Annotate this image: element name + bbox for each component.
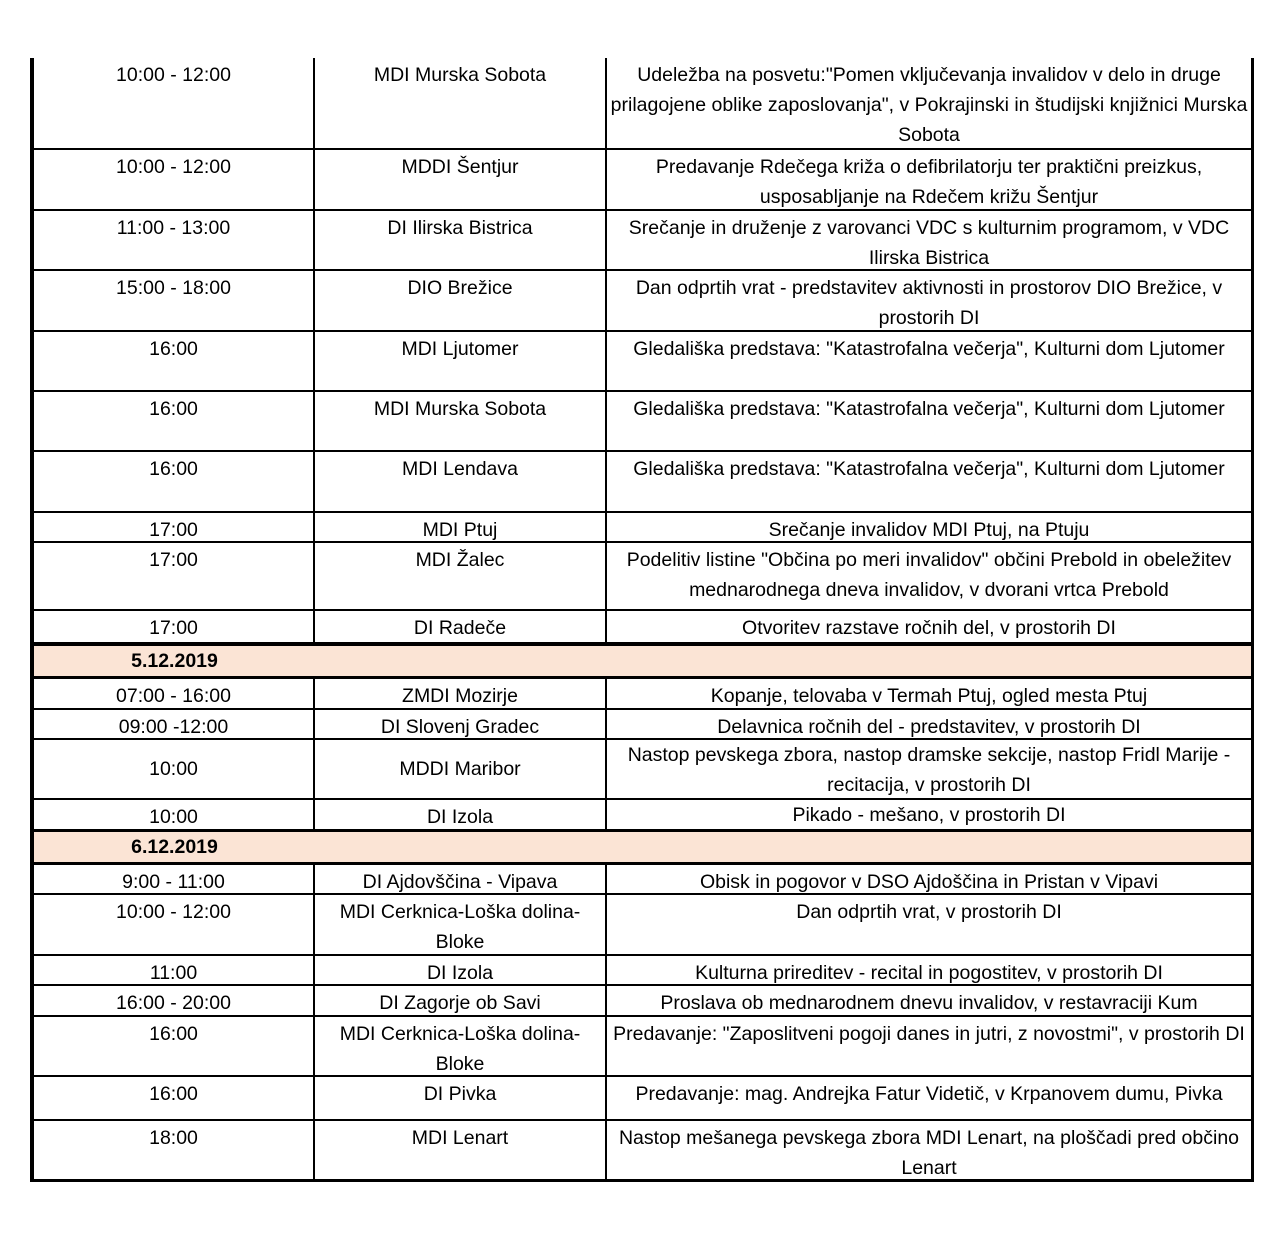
date-header [30,829,1254,865]
time-cell: 16:00 [34,392,315,450]
event-cell: Predavanje: "Zaposlitveni pogoji danes in jutri, z novostmi", v prostorih DI [613,1023,1245,1045]
organization-cell: DI Zagorje ob Savi [315,986,607,1015]
event-cell: Dan odprtih vrat - predstavitev aktivnosti in prostorov DIO Brežice, v prostorih DI [635,277,1223,329]
time-cell: 15:00 - 18:00 [34,271,315,330]
organization-cell: DI Pivka [315,1077,607,1119]
organization-cell: DIO Brežice [315,271,607,330]
time-cell: 9:00 - 11:00 [34,865,315,893]
date-header [30,642,1254,679]
time-cell: 10:00 [34,800,315,829]
event-cell: Proslava ob mednarodnem dnevu invalidov, v restavraciji Kum [660,992,1198,1014]
table-row [30,58,1254,150]
organization-cell: MDI Cerknica-Loška dolina-Bloke [315,895,607,954]
organization-cell: ZMDI Mozirje [315,679,607,708]
organization-cell: DI Izola [315,800,607,829]
time-cell: 07:00 - 16:00 [34,679,315,708]
table-row [30,895,1254,956]
event-cell: Gledališka predstava: "Katastrofalna večerja", Kulturni dom Ljutomer [633,338,1225,360]
time-cell: 16:00 [34,1017,315,1075]
organization-cell: MDDI Maribor [315,740,607,798]
table-row [30,452,1254,513]
table-row [30,679,1254,710]
table-row [30,392,1254,452]
organization-cell: MDI Cerknica-Loška dolina-Bloke [315,1017,607,1075]
event-cell: Nastop pevskega zbora, nastop dramske sekcije, nastop Fridl Marije - recitacija, v prostorih DI [627,744,1231,796]
organization-cell: DI Slovenj Gradec [315,710,607,738]
event-cell: Otvoritev razstave ročnih del, v prostorih DI [742,617,1116,639]
organization-cell: DI Ajdovščina - Vipava [315,865,607,893]
table-row [30,332,1254,392]
organization-cell: MDDI Šentjur [315,150,607,209]
organization-cell: DI Izola [315,956,607,984]
event-cell: Udeležba na posvetu:"Pomen vključevanja invalidov v delo in druge prilagojene oblike zaposlovanja", v Pokrajinski in študijski knjižnici Murska Sobota [610,64,1248,146]
event-cell: Kulturna prireditev - recital in pogostitev, v prostorih DI [695,962,1163,984]
event-cell: Srečanje invalidov MDI Ptuj, na Ptuju [768,519,1090,541]
table-row [30,865,1254,895]
time-cell: 10:00 - 12:00 [34,895,315,954]
event-cell: Gledališka predstava: "Katastrofalna večerja", Kulturni dom Ljutomer [633,398,1225,420]
time-cell: 16:00 [34,332,315,390]
time-cell: 10:00 - 12:00 [34,58,315,148]
organization-cell: MDI Murska Sobota [315,58,607,148]
organization-cell: MDI Ptuj [315,513,607,541]
organization-cell: MDI Murska Sobota [315,392,607,450]
event-cell: Nastop mešanega pevskega zbora MDI Lenart, na ploščadi pred občino Lenart [618,1127,1240,1179]
table-row [30,986,1254,1017]
organization-cell: MDI Lendava [315,452,607,511]
time-cell: 10:00 [34,740,315,798]
time-cell: 17:00 [34,543,315,609]
table-row [30,1017,1254,1077]
event-cell: Dan odprtih vrat, v prostorih DI [796,901,1062,923]
event-cell: Kopanje, telovaba v Termah Ptuj, ogled mesta Ptuj [710,685,1148,707]
time-cell: 18:00 [34,1121,315,1179]
table-row [30,1121,1254,1182]
event-cell: Gledališka predstava: "Katastrofalna večerja", Kulturni dom Ljutomer [633,458,1225,480]
time-cell: 11:00 - 13:00 [34,211,315,269]
time-cell: 17:00 [34,611,315,642]
organization-cell: MDI Ljutomer [315,332,607,390]
organization-cell: MDI Lenart [315,1121,607,1179]
organization-cell: DI Ilirska Bistrica [315,211,607,269]
table-row [30,513,1254,543]
table-row [30,1077,1254,1121]
event-cell: Obisk in pogovor v DSO Ajdoščina in Pristan v Vipavi [699,871,1159,893]
date-label: 5.12.2019 [131,649,218,672]
time-cell: 17:00 [34,513,315,541]
table-row [30,211,1254,271]
organization-cell: MDI Žalec [315,543,607,609]
table-row [30,543,1254,611]
table-row [30,271,1254,332]
table-row [30,150,1254,211]
event-cell: Pikado - mešano, v prostorih DI [792,804,1066,826]
table-row [30,800,1254,829]
time-cell: 09:00 -12:00 [34,710,315,738]
table-row [30,611,1254,642]
table-row [30,710,1254,740]
time-cell: 10:00 - 12:00 [34,150,315,209]
schedule-table [30,58,1254,1182]
time-cell: 11:00 [34,956,315,984]
event-cell: Predavanje Rdečega križa o defibrilatorju ter praktični preizkus, usposabljanje na Rdečem križu Šentjur [655,156,1203,208]
table-row [30,956,1254,986]
event-cell: Predavanje: mag. Andrejka Fatur Videtič, v Krpanovem dumu, Pivka [635,1083,1223,1105]
event-cell: Delavnica ročnih del - predstavitev, v prostorih DI [717,716,1141,738]
time-cell: 16:00 [34,452,315,511]
time-cell: 16:00 [34,1077,315,1119]
organization-cell: DI Radeče [315,611,607,642]
event-cell: Srečanje in druženje z varovanci VDC s kulturnim programom, v VDC Ilirska Bistrica [628,217,1230,269]
event-cell: Podelitiv listine "Občina po meri invalidov" občini Prebold in obeležitev mednarodnega dneva invalidov, v dvorani vrtca Prebold [626,549,1232,601]
time-cell: 16:00 - 20:00 [34,986,315,1015]
table-row [30,740,1254,800]
date-label: 6.12.2019 [131,835,218,858]
